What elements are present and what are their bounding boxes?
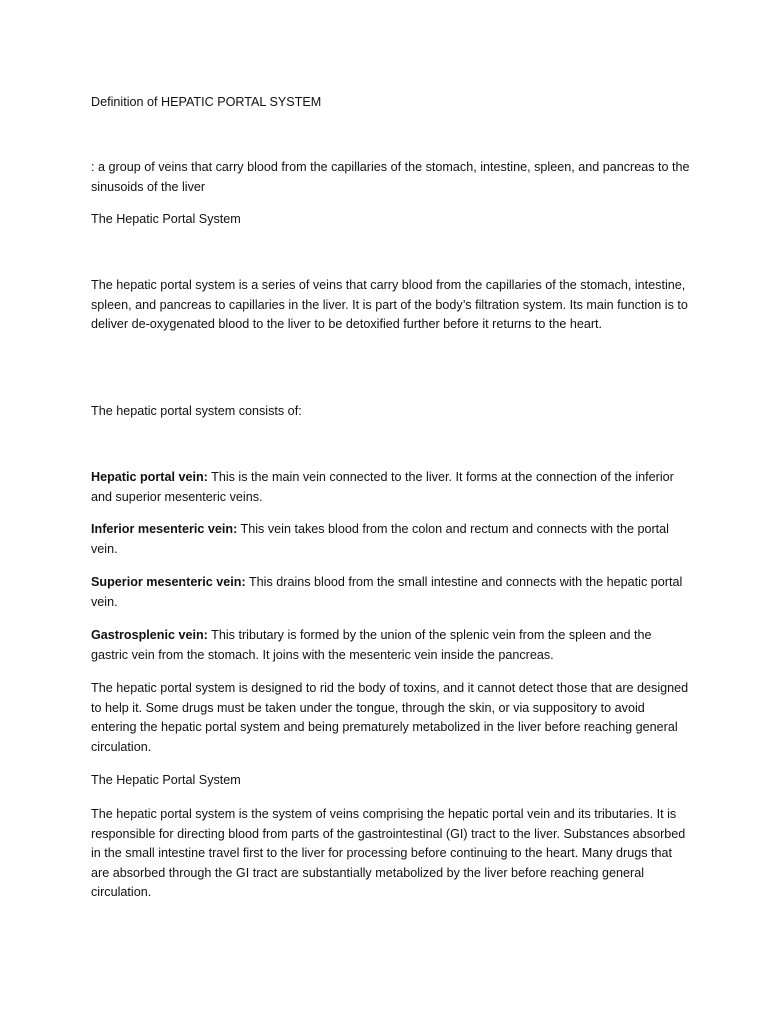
- component-desc: This tributary is formed by the union of the splenic vein from the spleen and the gastric vein from the stomach. It joins with the mesenteric vein inside the pancreas.: [91, 628, 652, 662]
- component-item: [91, 573, 691, 612]
- final-paragraph: The hepatic portal system is the system of veins comprising the hepatic portal vein and its tributaries. It is responsible for directing blood from parts of the gastrointestinal (GI) tract to the liver. Substances absorbed in the small intestine travel first to the liver for processing before continuing to the heart. Many drugs that are absorbed through the GI tract are substantially metabolized by the liver before reaching general circulation.: [91, 807, 686, 899]
- component-item: [91, 520, 691, 559]
- definition-text: : a group of veins that carry blood from the capillaries of the stomach, intestine, spleen, and pancreas to the sinusoids of the liver: [91, 160, 690, 194]
- component-term: Hepatic portal vein:: [91, 470, 208, 484]
- component-term: Gastrosplenic vein:: [91, 628, 208, 642]
- component-term: Inferior mesenteric vein:: [91, 522, 238, 536]
- component-term: Superior mesenteric vein:: [91, 575, 246, 589]
- component-desc: This vein takes blood from the colon and rectum and connects with the portal vein.: [91, 522, 669, 556]
- document-heading: Definition of HEPATIC PORTAL SYSTEM: [91, 95, 322, 109]
- toxins-paragraph: The hepatic portal system is designed to rid the body of toxins, and it cannot detect those that are designed to help it. Some drugs must be taken under the tongue, through the skin, or via suppository to avoid entering the hepatic portal system and being prematurely metabolized in the liver before reaching general circulation.: [91, 681, 689, 754]
- intro-paragraph: The hepatic portal system is a series of veins that carry blood from the capillaries of the stomach, intestine, spleen, and pancreas to capillaries in the liver. It is part of the body’s filtration system. Its main function is to deliver de-oxygenated blood to the liver to be detoxified further before it returns to the heart.: [91, 278, 688, 331]
- consists-of-text: The hepatic portal system consists of:: [91, 404, 302, 418]
- component-desc: This drains blood from the small intestine and connects with the hepatic portal vein.: [91, 575, 683, 609]
- section-title-2: The Hepatic Portal System: [91, 773, 241, 787]
- component-desc: This is the main vein connected to the liver. It forms at the connection of the inferior and superior mesenteric veins.: [91, 470, 674, 504]
- section-title-1: The Hepatic Portal System: [91, 212, 241, 226]
- component-item: [91, 626, 691, 665]
- component-item: [91, 468, 691, 507]
